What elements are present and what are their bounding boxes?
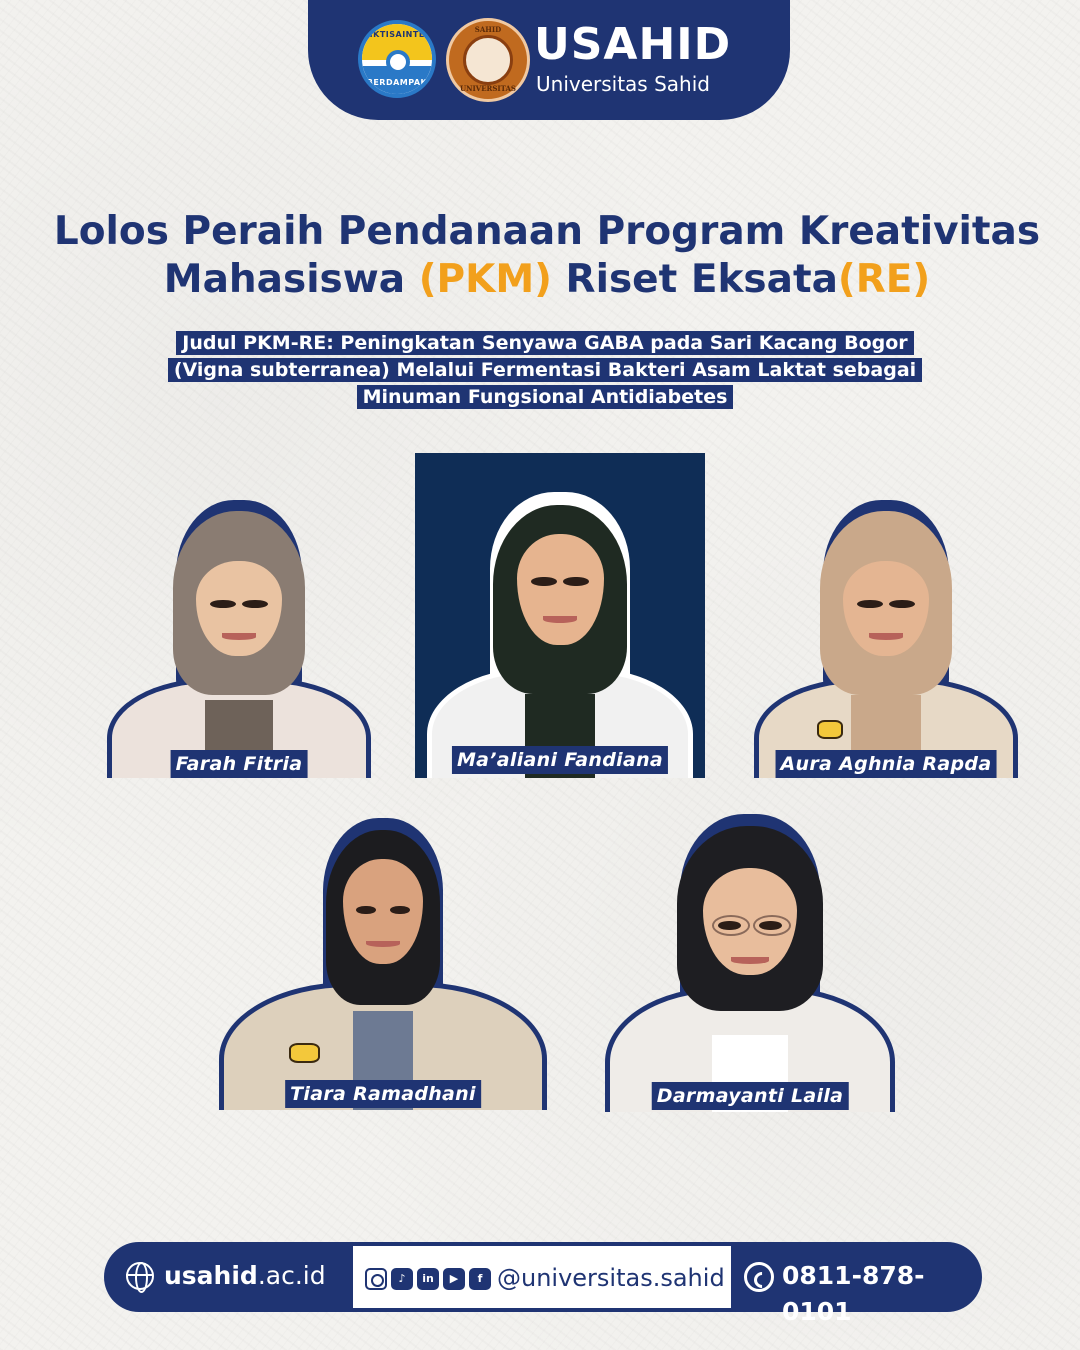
member-name-tag: Tiara Ramadhani	[285, 1080, 481, 1108]
diktisaintek-figure-icon	[386, 50, 410, 74]
social-media-box	[353, 1246, 731, 1308]
research-title	[120, 330, 970, 411]
member-card-aura	[742, 500, 1030, 778]
member-name-tag: Aura Aghnia Rapda	[776, 750, 997, 778]
diktisaintek-logo	[358, 20, 436, 98]
tiktok-icon[interactable]: ♪	[391, 1268, 413, 1290]
brand-subtitle: Universitas Sahid	[536, 72, 710, 96]
member-name-tag: Ma’aliani Fandiana	[452, 746, 668, 774]
sahid-university-seal	[446, 18, 530, 102]
page-title	[20, 208, 1074, 304]
brand-name: USAHID	[534, 19, 732, 70]
linkedin-icon[interactable]: in	[417, 1268, 439, 1290]
diktisaintek-logo-bottom-text: BERDAMPAK	[366, 78, 428, 87]
youtube-icon[interactable]: ▶	[443, 1268, 465, 1290]
member-photo	[742, 500, 1030, 778]
social-handle-link[interactable]: @universitas.sahid	[497, 1264, 725, 1292]
member-card-farah	[96, 500, 382, 778]
title-accent-pkm: (PKM)	[418, 257, 552, 302]
website-domain: .ac.id	[257, 1261, 326, 1290]
title-line-2-part-2: Riset Eksata	[551, 257, 838, 302]
website-link[interactable]	[164, 1259, 326, 1293]
title-line-2	[20, 256, 1074, 304]
research-title-line-2: (Vigna subterranea) Melalui Fermentasi Bakteri Asam Laktat sebagai	[168, 358, 922, 382]
seal-bottom-text: UNIVERSITAS	[459, 84, 516, 93]
whatsapp-icon	[744, 1262, 774, 1292]
university-badge-icon	[817, 720, 843, 739]
member-photo	[592, 814, 908, 1112]
seal-top-text: SAHID	[474, 25, 502, 34]
seal-emblem-icon	[463, 35, 513, 85]
title-accent-re: (RE)	[837, 257, 931, 302]
instagram-icon[interactable]	[365, 1268, 387, 1290]
member-name-tag: Farah Fitria	[171, 750, 308, 778]
website-bold: usahid	[164, 1261, 258, 1290]
diktisaintek-logo-top-text: DIKTISAINTEK	[362, 30, 432, 39]
facebook-icon[interactable]: f	[469, 1268, 491, 1290]
member-card-tiara	[216, 818, 550, 1110]
member-card-maaliani	[415, 453, 705, 778]
footer-contact-bar	[104, 1242, 982, 1326]
research-title-line-3: Minuman Fungsional Antidiabetes	[357, 385, 734, 409]
research-title-line-1: Judul PKM-RE: Peningkatan Senyawa GABA pada Sari Kacang Bogor	[176, 331, 913, 355]
phone-number-link[interactable]: 0811-878-0101	[782, 1261, 925, 1326]
title-line-1: Lolos Peraih Pendanaan Program Kreativitas	[53, 209, 1041, 254]
member-photo	[415, 453, 705, 778]
member-photo	[96, 500, 382, 778]
title-line-2-part-1: Mahasiswa	[163, 257, 419, 302]
university-badge-icon	[289, 1043, 319, 1063]
member-card-darmayanti	[592, 814, 908, 1112]
member-name-tag: Darmayanti Laila	[652, 1082, 849, 1110]
globe-icon	[126, 1262, 154, 1290]
member-photo	[216, 818, 550, 1110]
header-banner	[308, 0, 790, 120]
